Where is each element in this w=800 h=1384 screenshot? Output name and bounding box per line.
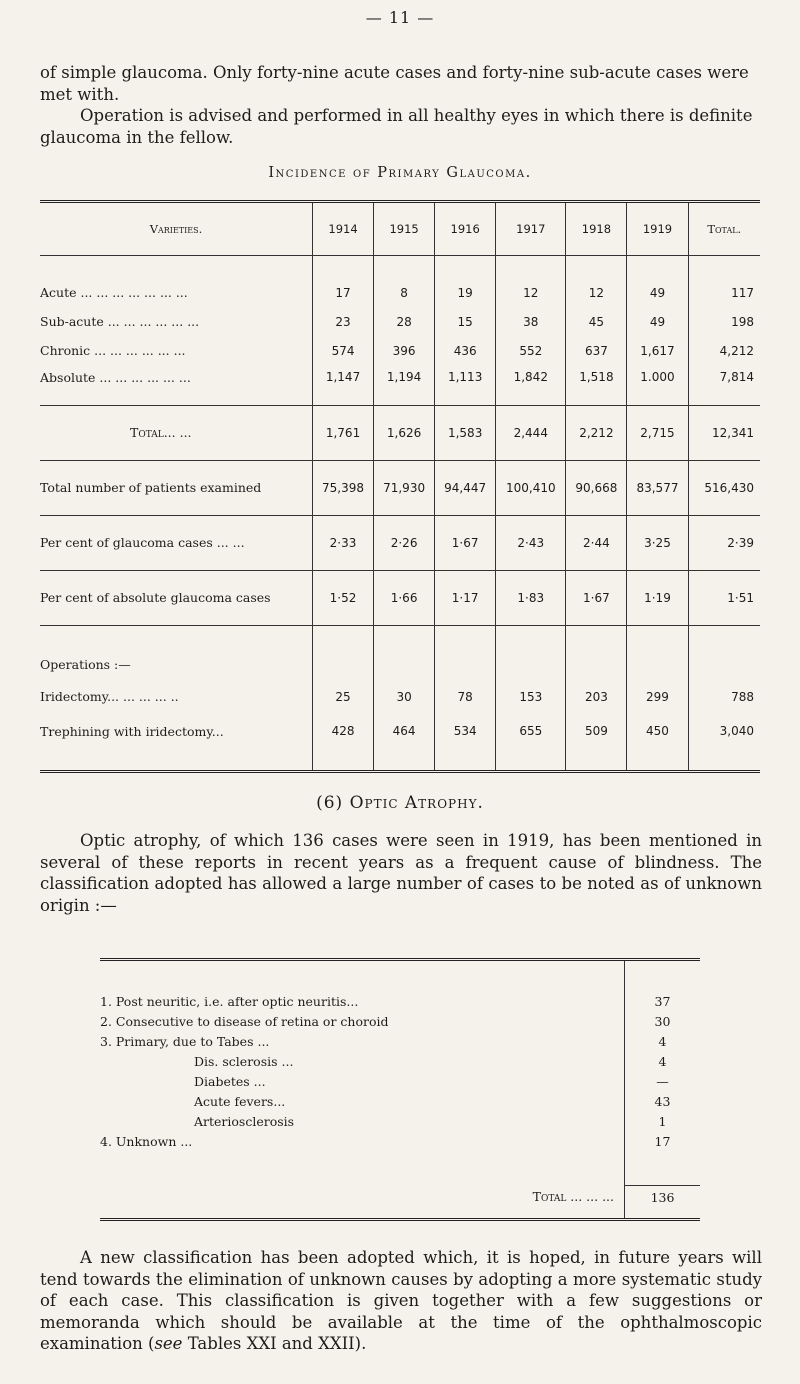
row-value: 30 [625, 1011, 701, 1031]
cell: 30 [374, 678, 435, 716]
cell: 28 [374, 307, 435, 336]
cell: 396 [374, 336, 435, 365]
cell: 90,668 [566, 460, 627, 515]
header-1915: 1915 [374, 202, 435, 256]
cell: 117 [688, 256, 760, 308]
row-label: Per cent of absolute glaucoma cases [40, 570, 313, 625]
total-label: Total ... ... ... [532, 1189, 614, 1205]
intro-line-2: Operation is advised and performed in all healthy eyes in which there is definite glaucoma in the fellow. [40, 106, 753, 147]
cell: 2,444 [496, 405, 566, 460]
total-value: 136 [625, 1186, 701, 1220]
cell [435, 625, 496, 678]
row-value: 37 [625, 960, 701, 1012]
header-total: Total. [688, 202, 760, 256]
cell: 516,430 [688, 460, 760, 515]
optic-atrophy-paragraph [40, 830, 762, 916]
table-row-iridectomy [40, 678, 760, 716]
row-label: Iridectomy... ... ... ... .. [40, 689, 179, 704]
cell: 49 [627, 256, 688, 308]
cell: 8 [374, 256, 435, 308]
cell: 12 [496, 256, 566, 308]
header-1918: 1918 [566, 202, 627, 256]
table-row [100, 1051, 700, 1071]
cell: 1,518 [566, 365, 627, 405]
cell: 15 [435, 307, 496, 336]
spacer [100, 1151, 625, 1186]
intro-line-1: of simple glaucoma. Only forty-nine acute cases and forty-nine sub-acute cases were met with. [40, 63, 749, 104]
cell: 71,930 [374, 460, 435, 515]
cell: 17 [313, 256, 374, 308]
cell: 655 [496, 716, 566, 772]
table-row-operations-heading [40, 625, 760, 678]
paragraph-text [40, 1247, 762, 1355]
row-value: 1 [625, 1111, 701, 1131]
cell: 464 [374, 716, 435, 772]
row-label: Diabetes ... [194, 1073, 266, 1089]
row-label: 3. Primary, due to Tabes ... [100, 1033, 270, 1049]
page-number: — 11 — [365, 8, 435, 27]
cell: 7,814 [688, 365, 760, 405]
cell [313, 625, 374, 678]
cell: 75,398 [313, 460, 374, 515]
cell: 436 [435, 336, 496, 365]
cell: 45 [566, 307, 627, 336]
cell: 2·39 [688, 515, 760, 570]
optic-atrophy-table [100, 958, 700, 1221]
section-title: Optic Atrophy. [349, 793, 484, 813]
row-value: 4 [625, 1031, 701, 1051]
cell: 23 [313, 307, 374, 336]
cell: 1·17 [435, 570, 496, 625]
row-value: 43 [625, 1091, 701, 1111]
cell: 1.000 [627, 365, 688, 405]
cell: 19 [435, 256, 496, 308]
paragraph-text: Optic atrophy, of which 136 cases were seen in 1919, has been mentioned in several of these reports in recent years as a frequent cause of blindness. The classification adopted has allowed a large number of cases to be noted as of unknown origin :— [40, 831, 762, 915]
cell: 1·83 [496, 570, 566, 625]
header-1914: 1914 [313, 202, 374, 256]
cell: 1,617 [627, 336, 688, 365]
cell [374, 625, 435, 678]
cell: 3,040 [688, 716, 760, 772]
row-label: Dis. sclerosis ... [194, 1053, 294, 1069]
row-label: Acute ... ... ... ... ... ... ... [40, 285, 188, 300]
table-row [100, 1011, 700, 1031]
table-row-absolute [40, 365, 760, 405]
table-row [100, 960, 700, 1012]
row-label: Chronic ... ... ... ... ... ... [40, 343, 186, 358]
cell: 1·51 [688, 570, 760, 625]
cell: 574 [313, 336, 374, 365]
cell [496, 625, 566, 678]
row-label: Sub-acute ... ... ... ... ... ... [40, 314, 200, 329]
cell: 299 [627, 678, 688, 716]
table1-header-row [40, 202, 760, 256]
table-row-total [100, 1186, 700, 1220]
header-varieties: Varieties. [40, 202, 313, 256]
table-row-percent [40, 515, 760, 570]
table-row-sub-acute [40, 307, 760, 336]
row-label: Absolute ... ... ... ... ... ... [40, 365, 313, 405]
row-value: — [625, 1071, 701, 1091]
table-row [100, 1111, 700, 1131]
cell: 2,715 [627, 405, 688, 460]
table1-title: Incidence of Primary Glaucoma. [268, 165, 532, 181]
table-row [100, 1091, 700, 1111]
cell: 25 [313, 678, 374, 716]
text-part: Tables XXI and XXII). [182, 1334, 367, 1353]
row-label: Per cent of glaucoma cases ... ... [40, 515, 313, 570]
table-row-chronic [40, 336, 760, 365]
cell: 78 [435, 678, 496, 716]
row-label: 2. Consecutive to disease of retina or choroid [100, 1013, 389, 1029]
table-row [100, 1071, 700, 1091]
cell: 2·43 [496, 515, 566, 570]
cell: 2·26 [374, 515, 435, 570]
spacer-row [100, 1151, 700, 1186]
cell: 2,212 [566, 405, 627, 460]
table-row-percent-absolute [40, 570, 760, 625]
row-label: Total... ... [40, 405, 313, 460]
cell: 153 [496, 678, 566, 716]
cell: 509 [566, 716, 627, 772]
row-label: 4. Unknown ... [100, 1133, 193, 1149]
cell: 1,842 [496, 365, 566, 405]
table-row [100, 1031, 700, 1051]
row-label: Operations :— [40, 656, 131, 672]
classification-paragraph [40, 1247, 762, 1355]
table-row [100, 1131, 700, 1151]
table-row-acute [40, 256, 760, 308]
cell [627, 625, 688, 678]
row-label: 1. Post neuritic, i.e. after optic neuritis... [100, 993, 359, 1009]
cell: 552 [496, 336, 566, 365]
cell: 198 [688, 307, 760, 336]
table-row-total [40, 405, 760, 460]
cell [566, 625, 627, 678]
cell: 203 [566, 678, 627, 716]
row-label: Arteriosclerosis [194, 1113, 295, 1129]
cell: 94,447 [435, 460, 496, 515]
cell: 2·44 [566, 515, 627, 570]
row-value: 4 [625, 1051, 701, 1071]
header-1917: 1917 [496, 202, 566, 256]
section-heading [0, 793, 800, 813]
cell: 38 [496, 307, 566, 336]
cell: 1,194 [374, 365, 435, 405]
cell: 12,341 [688, 405, 760, 460]
cell: 1·52 [313, 570, 374, 625]
row-label: Total number of patients examined [40, 460, 313, 515]
section-number: (6) [316, 793, 344, 813]
cell: 4,212 [688, 336, 760, 365]
cell: 3·25 [627, 515, 688, 570]
glaucoma-incidence-table [40, 200, 760, 773]
cell: 534 [435, 716, 496, 772]
row-label: Trephining with iridectomy... [40, 723, 224, 739]
intro-paragraph [40, 62, 760, 148]
cell: 1·67 [435, 515, 496, 570]
cell: 1·67 [566, 570, 627, 625]
cell: 1·19 [627, 570, 688, 625]
cell: 1,147 [313, 365, 374, 405]
cell: 1,113 [435, 365, 496, 405]
cell: 12 [566, 256, 627, 308]
spacer [625, 1151, 701, 1186]
cell: 1,626 [374, 405, 435, 460]
cell: 1·66 [374, 570, 435, 625]
cell: 49 [627, 307, 688, 336]
row-value: 17 [625, 1131, 701, 1151]
header-1916: 1916 [435, 202, 496, 256]
cell: 637 [566, 336, 627, 365]
see-italic: see [154, 1334, 183, 1353]
cell: 450 [627, 716, 688, 772]
cell: 100,410 [496, 460, 566, 515]
text-part: A new classification has been adopted which, it is hoped, in future years will tend towards the elimination of unknown causes by adopting a more systematic study of each case. This classification is given together with a few suggestions or memoranda which should be available at the time of the ophthalmoscopic examination ( [40, 1248, 762, 1353]
cell: 83,577 [627, 460, 688, 515]
table-row-trephining [40, 716, 760, 772]
cell: 428 [313, 716, 374, 772]
cell [688, 625, 760, 678]
cell: 1,583 [435, 405, 496, 460]
cell: 788 [688, 678, 760, 716]
cell: 1,761 [313, 405, 374, 460]
cell: 2·33 [313, 515, 374, 570]
table-row-patients [40, 460, 760, 515]
header-1919: 1919 [627, 202, 688, 256]
row-label: Acute fevers... [194, 1093, 286, 1109]
